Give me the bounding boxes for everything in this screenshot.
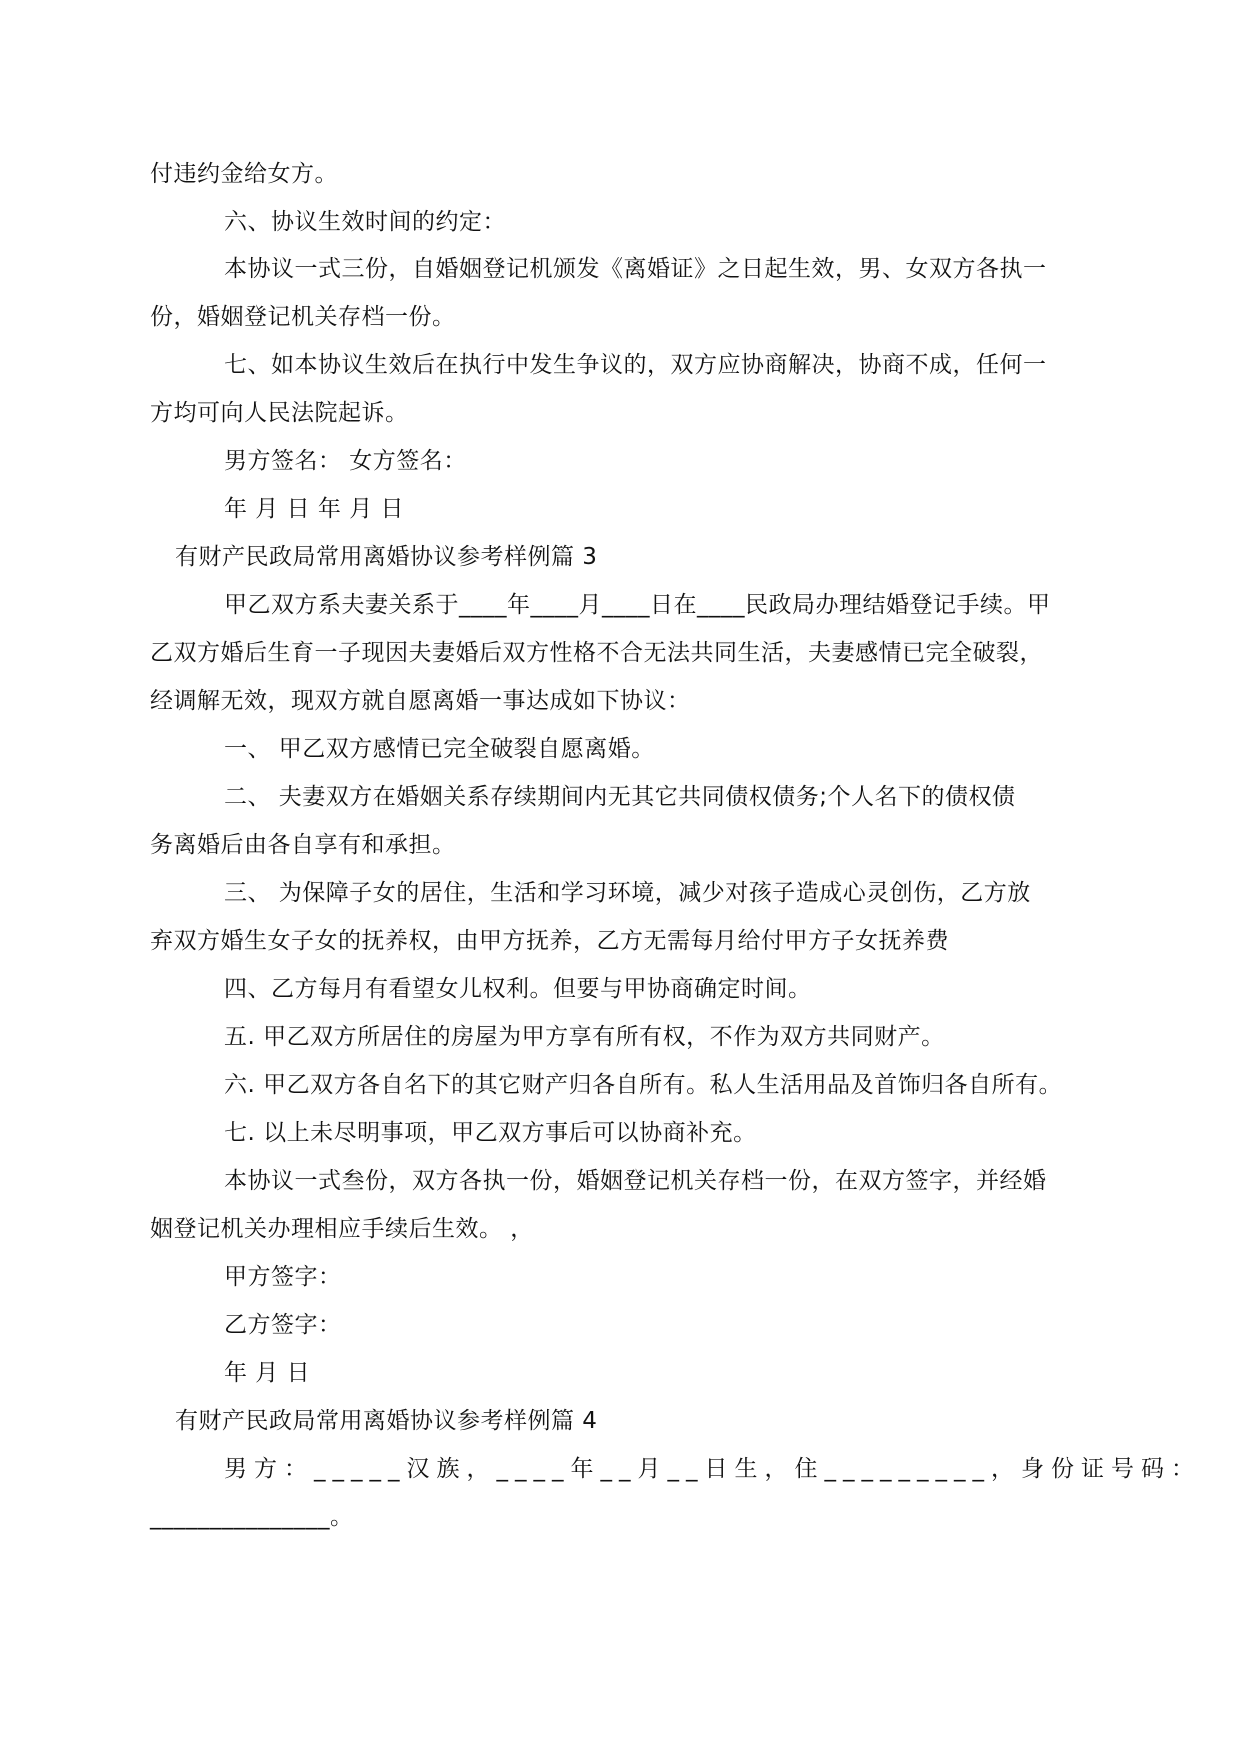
paragraph-line: 本协议一式叁份，双方各执一份，婚姻登记机关存档一份，在双方签字，并经婚: [224, 1168, 1047, 1194]
paragraph-line: 男方：_____汉族，____年__月__日生，住_________，身份证号码：: [224, 1456, 1201, 1482]
clause-line: 二、 夫妻双方在婚姻关系存续期间内无其它共同债权债务;个人名下的债权债: [224, 784, 1016, 810]
paragraph-line: 方均可向人民法院起诉。: [150, 400, 409, 426]
paragraph-line: 本协议一式三份，自婚姻登记机颁发《离婚证》之日起生效，男、女双方各执一: [224, 256, 1047, 282]
paragraph-line: 乙双方婚后生育一子现因夫妻婚后双方性格不合无法共同生活，夫妻感情已完全破裂，: [150, 640, 1043, 666]
date-line: 年 月 日: [224, 1360, 311, 1386]
clause-line: 五. 甲乙双方所居住的房屋为甲方享有所有权，不作为双方共同财产。: [224, 1024, 945, 1050]
clause-line: 四、乙方每月有看望女儿权利。但要与甲协商确定时间。: [224, 976, 812, 1002]
signature-line: 男方签名： 女方签名：: [224, 448, 467, 474]
section-heading: 有财产民政局常用离婚协议参考样例篇 4: [175, 1408, 598, 1434]
paragraph-line: 七、如本协议生效后在执行中发生争议的，双方应协商解决，协商不成，任何一: [224, 352, 1047, 378]
clause-line: 一、 甲乙双方感情已完全破裂自愿离婚。: [224, 736, 655, 762]
signature-line: 乙方签字：: [224, 1312, 342, 1338]
section-title-line: 六、协议生效时间的约定：: [224, 209, 506, 235]
section-heading: 有财产民政局常用离婚协议参考样例篇 3: [175, 544, 598, 570]
signature-line: 甲方签字：: [224, 1264, 342, 1290]
paragraph-line: 姻登记机关办理相应手续后生效。 ，: [150, 1216, 534, 1242]
paragraph-line: 务离婚后由各自享有和承担。: [150, 832, 456, 858]
paragraph-line: 份，婚姻登记机关存档一份。: [150, 304, 456, 330]
date-line: 年 月 日 年 月 日: [224, 496, 405, 522]
paragraph-line: 经调解无效，现双方就自愿离婚一事达成如下协议：: [150, 688, 691, 714]
clause-line: 三、 为保障子女的居住，生活和学习环境，减少对孩子造成心灵创伤，乙方放: [224, 880, 1031, 906]
paragraph-line: _______________。: [150, 1504, 354, 1530]
paragraph-line: 付违约金给女方。: [150, 161, 338, 187]
clause-line: 七. 以上未尽明事项，甲乙双方事后可以协商补充。: [224, 1120, 757, 1146]
paragraph-line: 甲乙双方系夫妻关系于____年____月____日在____民政局办理结婚登记手续。甲: [224, 592, 1051, 618]
clause-line: 六. 甲乙双方各自名下的其它财产归各自所有。私人生活用品及首饰归各自所有。: [224, 1072, 1063, 1098]
paragraph-line: 弃双方婚生女子女的抚养权，由甲方抚养，乙方无需每月给付甲方子女抚养费: [150, 928, 949, 954]
